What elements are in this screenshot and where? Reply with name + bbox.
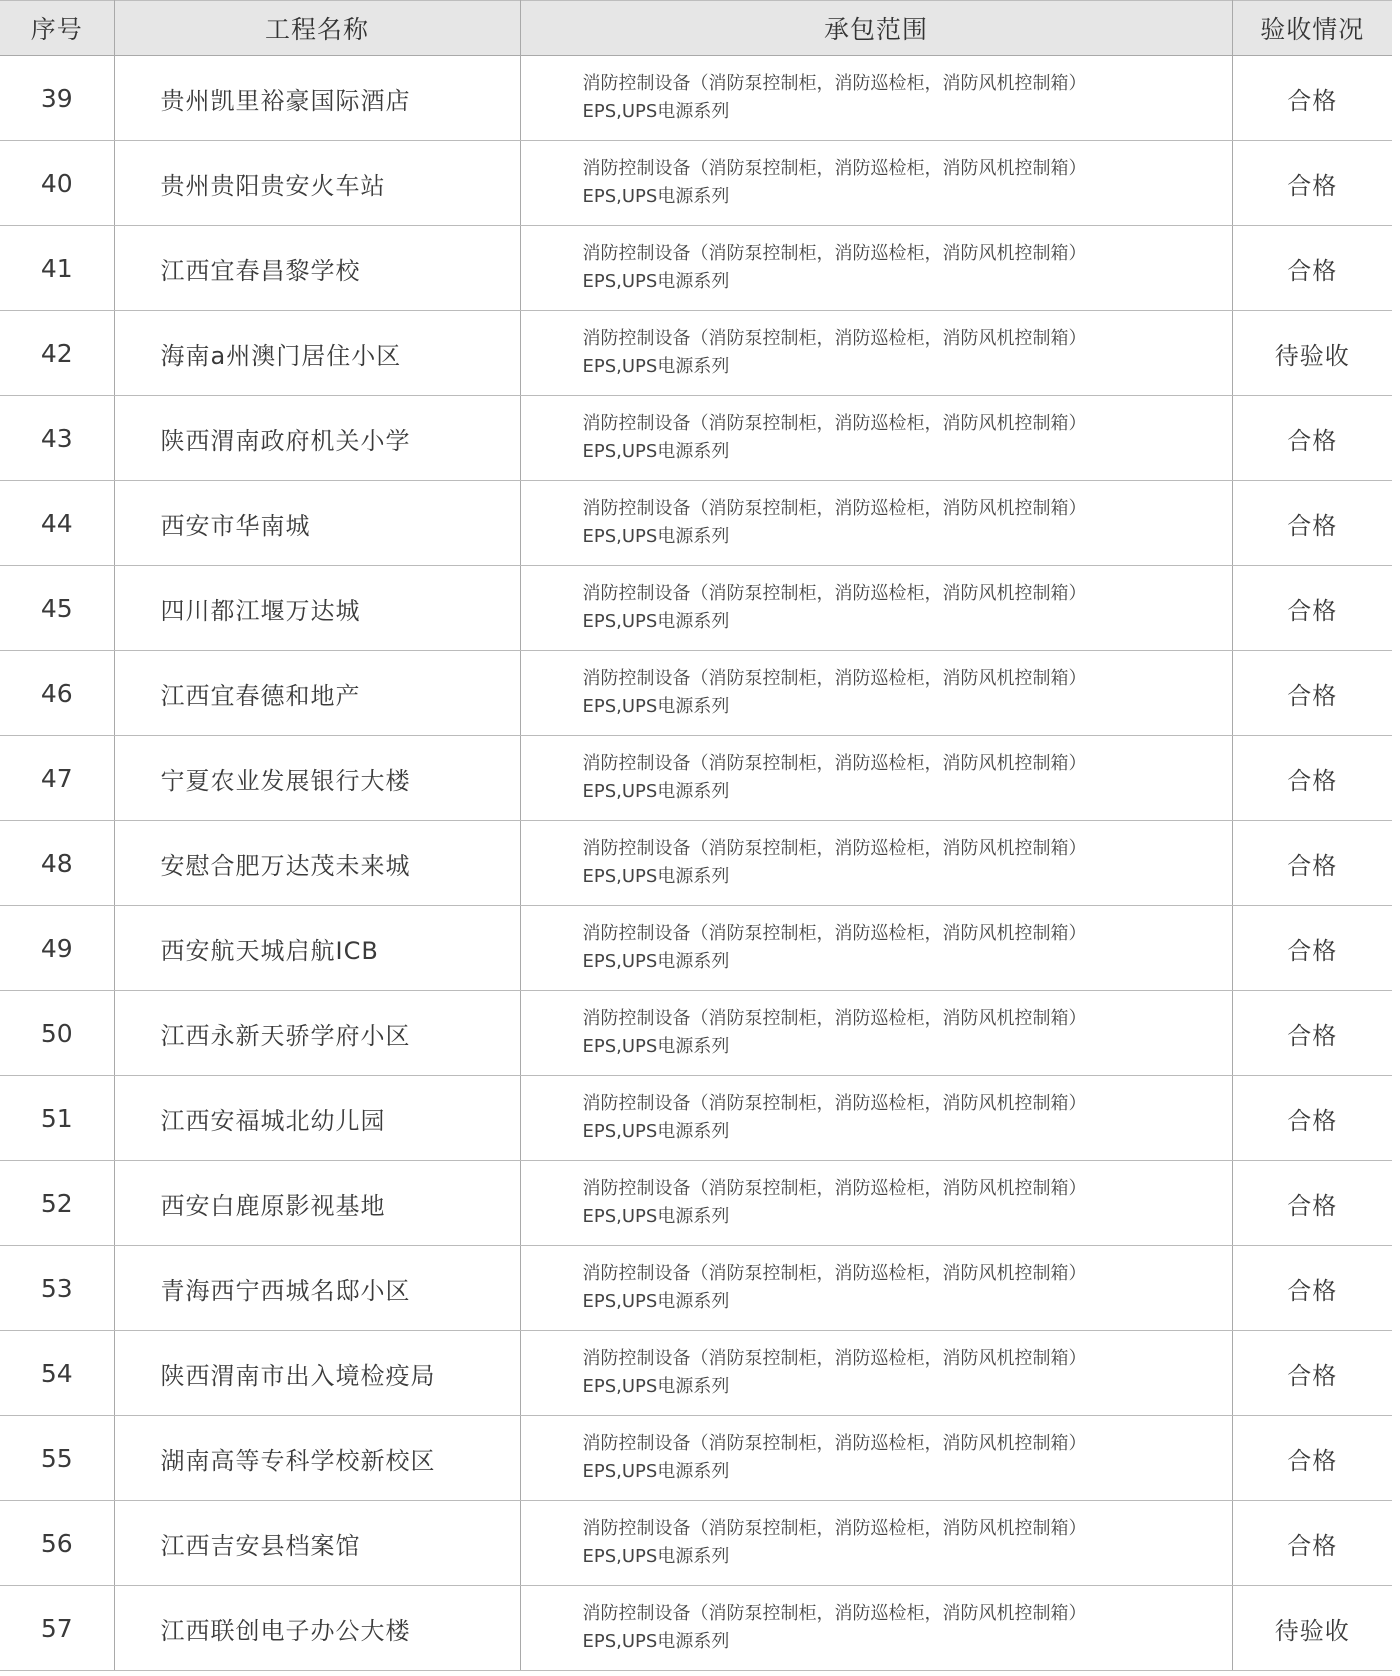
row-acceptance-status: 合格: [1232, 651, 1392, 736]
scope-line-power: EPS,UPS电源系列: [582, 1461, 730, 1482]
row-acceptance-status: 合格: [1232, 1416, 1392, 1501]
row-serial-number: 43: [0, 396, 114, 481]
scope-line-power: EPS,UPS电源系列: [582, 1121, 730, 1142]
header-acceptance-status: 验收情况: [1232, 1, 1392, 56]
scope-line-power: EPS,UPS电源系列: [582, 696, 730, 717]
row-serial-number: 56: [0, 1501, 114, 1586]
row-project-name: 江西永新天骄学府小区: [114, 991, 520, 1076]
row-project-name: 陕西渭南政府机关小学: [114, 396, 520, 481]
table-row: [0, 1331, 1392, 1416]
row-serial-number: 44: [0, 481, 114, 566]
table-row: [0, 566, 1392, 651]
scope-line-equipment: 消防控制设备（消防泵控制柜，消防巡检柜，消防风机控制箱）: [582, 1518, 1087, 1539]
row-project-name: 江西吉安县档案馆: [114, 1501, 520, 1586]
table-row: [0, 736, 1392, 821]
scope-line-equipment: 消防控制设备（消防泵控制柜，消防巡检柜，消防风机控制箱）: [582, 1093, 1087, 1114]
row-contract-scope: [520, 396, 1232, 481]
row-contract-scope: [520, 1161, 1232, 1246]
row-serial-number: 55: [0, 1416, 114, 1501]
row-project-name: 安慰合肥万达茂未来城: [114, 821, 520, 906]
scope-line-power: EPS,UPS电源系列: [582, 356, 730, 377]
row-acceptance-status: 合格: [1232, 481, 1392, 566]
table-header: [0, 1, 1392, 56]
scope-line-power: EPS,UPS电源系列: [582, 1036, 730, 1057]
row-contract-scope: [520, 1246, 1232, 1331]
table-row: [0, 991, 1392, 1076]
row-contract-scope: [520, 566, 1232, 651]
row-acceptance-status: 待验收: [1232, 1586, 1392, 1671]
row-serial-number: 54: [0, 1331, 114, 1416]
row-project-name: 江西联创电子办公大楼: [114, 1586, 520, 1671]
row-acceptance-status: 合格: [1232, 991, 1392, 1076]
row-acceptance-status: 合格: [1232, 226, 1392, 311]
row-project-name: 贵州贵阳贵安火车站: [114, 141, 520, 226]
row-contract-scope: [520, 736, 1232, 821]
row-acceptance-status: 合格: [1232, 1501, 1392, 1586]
scope-line-equipment: 消防控制设备（消防泵控制柜，消防巡检柜，消防风机控制箱）: [582, 1348, 1087, 1369]
row-acceptance-status: 合格: [1232, 906, 1392, 991]
scope-line-power: EPS,UPS电源系列: [582, 611, 730, 632]
table-row: [0, 1416, 1392, 1501]
table-row: [0, 1246, 1392, 1331]
scope-line-power: EPS,UPS电源系列: [582, 101, 730, 122]
scope-line-equipment: 消防控制设备（消防泵控制柜，消防巡检柜，消防风机控制箱）: [582, 73, 1087, 94]
table-row: [0, 1076, 1392, 1161]
header-serial-number: 序号: [0, 1, 114, 56]
header-row: [0, 1, 1392, 56]
table-row: [0, 396, 1392, 481]
scope-line-equipment: 消防控制设备（消防泵控制柜，消防巡检柜，消防风机控制箱）: [582, 668, 1087, 689]
scope-line-power: EPS,UPS电源系列: [582, 271, 730, 292]
row-project-name: 湖南高等专科学校新校区: [114, 1416, 520, 1501]
row-serial-number: 39: [0, 56, 114, 141]
row-acceptance-status: 合格: [1232, 1161, 1392, 1246]
scope-line-power: EPS,UPS电源系列: [582, 781, 730, 802]
row-serial-number: 50: [0, 991, 114, 1076]
scope-line-equipment: 消防控制设备（消防泵控制柜，消防巡检柜，消防风机控制箱）: [582, 413, 1087, 434]
scope-line-power: EPS,UPS电源系列: [582, 186, 730, 207]
row-project-name: 西安白鹿原影视基地: [114, 1161, 520, 1246]
row-serial-number: 40: [0, 141, 114, 226]
row-project-name: 江西宜春昌黎学校: [114, 226, 520, 311]
scope-line-power: EPS,UPS电源系列: [582, 866, 730, 887]
row-project-name: 西安航天城启航ICB: [114, 906, 520, 991]
scope-line-power: EPS,UPS电源系列: [582, 1546, 730, 1567]
row-project-name: 四川都江堰万达城: [114, 566, 520, 651]
row-project-name: 陕西渭南市出入境检疫局: [114, 1331, 520, 1416]
row-serial-number: 49: [0, 906, 114, 991]
row-serial-number: 57: [0, 1586, 114, 1671]
row-acceptance-status: 合格: [1232, 736, 1392, 821]
table-row: [0, 906, 1392, 991]
row-contract-scope: [520, 1416, 1232, 1501]
row-serial-number: 51: [0, 1076, 114, 1161]
row-serial-number: 53: [0, 1246, 114, 1331]
row-acceptance-status: 合格: [1232, 1331, 1392, 1416]
row-project-name: 海南a州澳门居住小区: [114, 311, 520, 396]
row-contract-scope: [520, 1586, 1232, 1671]
row-contract-scope: [520, 56, 1232, 141]
row-acceptance-status: 合格: [1232, 1246, 1392, 1331]
row-project-name: 青海西宁西城名邸小区: [114, 1246, 520, 1331]
row-contract-scope: [520, 141, 1232, 226]
scope-line-equipment: 消防控制设备（消防泵控制柜，消防巡检柜，消防风机控制箱）: [582, 583, 1087, 604]
table-row: [0, 481, 1392, 566]
table-row: [0, 651, 1392, 736]
scope-line-equipment: 消防控制设备（消防泵控制柜，消防巡检柜，消防风机控制箱）: [582, 498, 1087, 519]
row-project-name: 西安市华南城: [114, 481, 520, 566]
row-contract-scope: [520, 906, 1232, 991]
row-project-name: 宁夏农业发展银行大楼: [114, 736, 520, 821]
row-contract-scope: [520, 1076, 1232, 1161]
row-contract-scope: [520, 651, 1232, 736]
row-acceptance-status: 合格: [1232, 396, 1392, 481]
row-serial-number: 41: [0, 226, 114, 311]
table-row: [0, 56, 1392, 141]
row-serial-number: 48: [0, 821, 114, 906]
scope-line-equipment: 消防控制设备（消防泵控制柜，消防巡检柜，消防风机控制箱）: [582, 328, 1087, 349]
table-row: [0, 226, 1392, 311]
scope-line-equipment: 消防控制设备（消防泵控制柜，消防巡检柜，消防风机控制箱）: [582, 158, 1087, 179]
scope-line-power: EPS,UPS电源系列: [582, 1631, 730, 1652]
scope-line-power: EPS,UPS电源系列: [582, 441, 730, 462]
table-row: [0, 1586, 1392, 1671]
table-row: [0, 821, 1392, 906]
row-serial-number: 45: [0, 566, 114, 651]
row-contract-scope: [520, 1501, 1232, 1586]
header-project-name: 工程名称: [114, 1, 520, 56]
scope-line-power: EPS,UPS电源系列: [582, 526, 730, 547]
scope-line-power: EPS,UPS电源系列: [582, 951, 730, 972]
row-serial-number: 46: [0, 651, 114, 736]
row-project-name: 江西宜春德和地产: [114, 651, 520, 736]
scope-line-equipment: 消防控制设备（消防泵控制柜，消防巡检柜，消防风机控制箱）: [582, 1263, 1087, 1284]
table-body: [0, 56, 1392, 1671]
row-contract-scope: [520, 1331, 1232, 1416]
table-row: [0, 311, 1392, 396]
row-contract-scope: [520, 821, 1232, 906]
row-contract-scope: [520, 311, 1232, 396]
scope-line-equipment: 消防控制设备（消防泵控制柜，消防巡检柜，消防风机控制箱）: [582, 753, 1087, 774]
header-contract-scope: 承包范围: [520, 1, 1232, 56]
row-acceptance-status: 待验收: [1232, 311, 1392, 396]
scope-line-power: EPS,UPS电源系列: [582, 1376, 730, 1397]
scope-line-equipment: 消防控制设备（消防泵控制柜，消防巡检柜，消防风机控制箱）: [582, 1008, 1087, 1029]
table-row: [0, 141, 1392, 226]
table-row: [0, 1501, 1392, 1586]
row-acceptance-status: 合格: [1232, 821, 1392, 906]
row-project-name: 贵州凯里裕豪国际酒店: [114, 56, 520, 141]
scope-line-power: EPS,UPS电源系列: [582, 1291, 730, 1312]
table-row: [0, 1161, 1392, 1246]
row-contract-scope: [520, 991, 1232, 1076]
row-acceptance-status: 合格: [1232, 566, 1392, 651]
row-acceptance-status: 合格: [1232, 141, 1392, 226]
row-serial-number: 42: [0, 311, 114, 396]
scope-line-equipment: 消防控制设备（消防泵控制柜，消防巡检柜，消防风机控制箱）: [582, 1178, 1087, 1199]
row-serial-number: 52: [0, 1161, 114, 1246]
row-contract-scope: [520, 481, 1232, 566]
scope-line-equipment: 消防控制设备（消防泵控制柜，消防巡检柜，消防风机控制箱）: [582, 1603, 1087, 1624]
scope-line-equipment: 消防控制设备（消防泵控制柜，消防巡检柜，消防风机控制箱）: [582, 1433, 1087, 1454]
scope-line-equipment: 消防控制设备（消防泵控制柜，消防巡检柜，消防风机控制箱）: [582, 838, 1087, 859]
row-serial-number: 47: [0, 736, 114, 821]
row-acceptance-status: 合格: [1232, 56, 1392, 141]
scope-line-equipment: 消防控制设备（消防泵控制柜，消防巡检柜，消防风机控制箱）: [582, 243, 1087, 264]
row-acceptance-status: 合格: [1232, 1076, 1392, 1161]
row-contract-scope: [520, 226, 1232, 311]
scope-line-power: EPS,UPS电源系列: [582, 1206, 730, 1227]
row-project-name: 江西安福城北幼儿园: [114, 1076, 520, 1161]
scope-line-equipment: 消防控制设备（消防泵控制柜，消防巡检柜，消防风机控制箱）: [582, 923, 1087, 944]
